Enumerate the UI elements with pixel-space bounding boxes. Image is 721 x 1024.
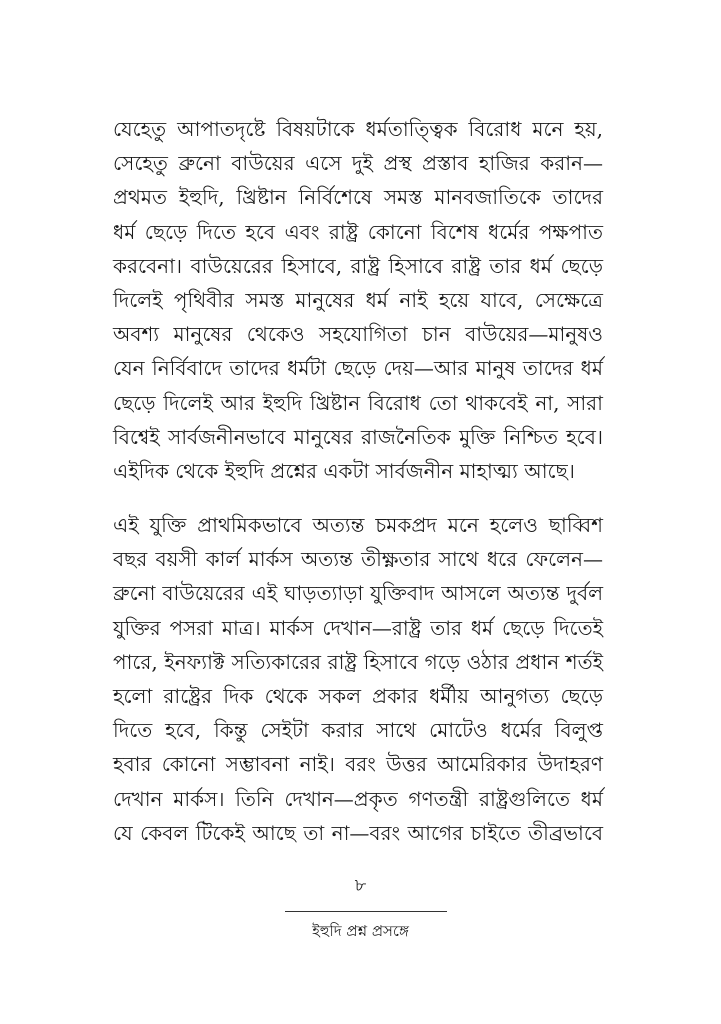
text-line: দিলেই পৃথিবীর সমস্ত মানুষের ধর্ম নাই হয়ে যাবে, সেক্ষেত্রে xyxy=(113,287,603,312)
text-line: সেহেতু ব্রুনো বাউয়ের এসে দুই প্রস্থ প্রস্তাব হাজির করান— xyxy=(113,151,603,176)
paragraph-1 xyxy=(113,112,603,488)
running-footer-title: ইহুদি প্রশ্ন প্রসঙ্গে xyxy=(312,922,409,940)
text-line: ছেড়ে দিলেই আর ইহুদি খ্রিষ্টান বিরোধ তো থাকবেই না, সারা xyxy=(113,390,603,415)
text-line: যেহেতু আপাতদৃষ্টে বিষয়টাকে ধর্মতাত্ত্বিক বিরোধ মনে হয়, xyxy=(113,117,603,141)
text-line: দিতে হবে, কিন্তু সেইটা করার সাথে মোটেও ধর্মের বিলুপ্ত xyxy=(113,718,603,743)
text-line: পারে, ইনফ্যাক্ট সত্যিকারের রাষ্ট্র হিসাবে গড়ে ওঠার প্রধান শর্তই xyxy=(113,649,603,674)
text-line: প্রথমত ইহুদি, খ্রিষ্টান নির্বিশেষে সমস্ত মানবজাতিকে তাদের xyxy=(113,185,603,210)
text-line: যুক্তির পসরা মাত্র। মার্কস দেখান—রাষ্ট্র তার ধর্ম ছেড়ে দিতেই xyxy=(113,615,603,640)
text-line: করবেনা। বাউয়েরের হিসাবে, রাষ্ট্র হিসাবে রাষ্ট্র তার ধর্ম ছেড়ে xyxy=(113,253,603,278)
footer-divider xyxy=(285,911,447,912)
text-line: দেখান মার্কস। তিনি দেখান—প্রকৃত গণতন্ত্রী রাষ্ট্রগুলিতে ধর্ম xyxy=(113,786,603,811)
text-line: অবশ্য মানুষের থেকেও সহযোগিতা চান বাউয়ের—মানুষও xyxy=(113,322,603,347)
text-line: যে কেবল টিকেই আছে তা না—বরং আগের চাইতে তীব্রভাবে xyxy=(113,820,603,845)
text-line: এইদিক থেকে ইহুদি প্রশ্নের একটা সার্বজনীন মাহাত্ম্য আছে। xyxy=(113,458,575,483)
text-line: ধর্ম ছেড়ে দিতে হবে এবং রাষ্ট্র কোনো বিশেষ ধর্মের পক্ষপাত xyxy=(113,219,603,244)
text-line: যেন নির্বিবাদে তাদের ধর্মটা ছেড়ে দেয়—আর মানুষ তাদের ধর্ম xyxy=(113,356,603,381)
page-number: ৮ xyxy=(354,875,367,896)
text-line: হবার কোনো সম্ভাবনা নাই। বরং উত্তর আমেরিকার উদাহরণ xyxy=(113,752,603,777)
text-line: ব্রুনো বাউয়েরের এই ঘাড়ত্যাড়া যুক্তিবাদ আসলে অত্যন্ত দুর্বল xyxy=(113,581,603,606)
paragraph-2 xyxy=(113,508,603,850)
text-line: এই যুক্তি প্রাথমিকভাবে অত্যন্ত চমকপ্রদ মনে হলেও ছাব্বিশ xyxy=(113,513,603,537)
text-line: হলো রাষ্ট্রের দিক থেকে সকল প্রকার ধর্মীয় আনুগত্য ছেড়ে xyxy=(113,683,603,708)
text-line: বছর বয়সী কার্ল মার্কস অত্যন্ত তীক্ষ্ণতার সাথে ধরে ফেলেন— xyxy=(113,547,603,572)
text-line: বিশ্বেই সার্বজনীনভাবে মানুষের রাজনৈতিক মুক্তি নিশ্চিত হবে। xyxy=(113,424,603,449)
